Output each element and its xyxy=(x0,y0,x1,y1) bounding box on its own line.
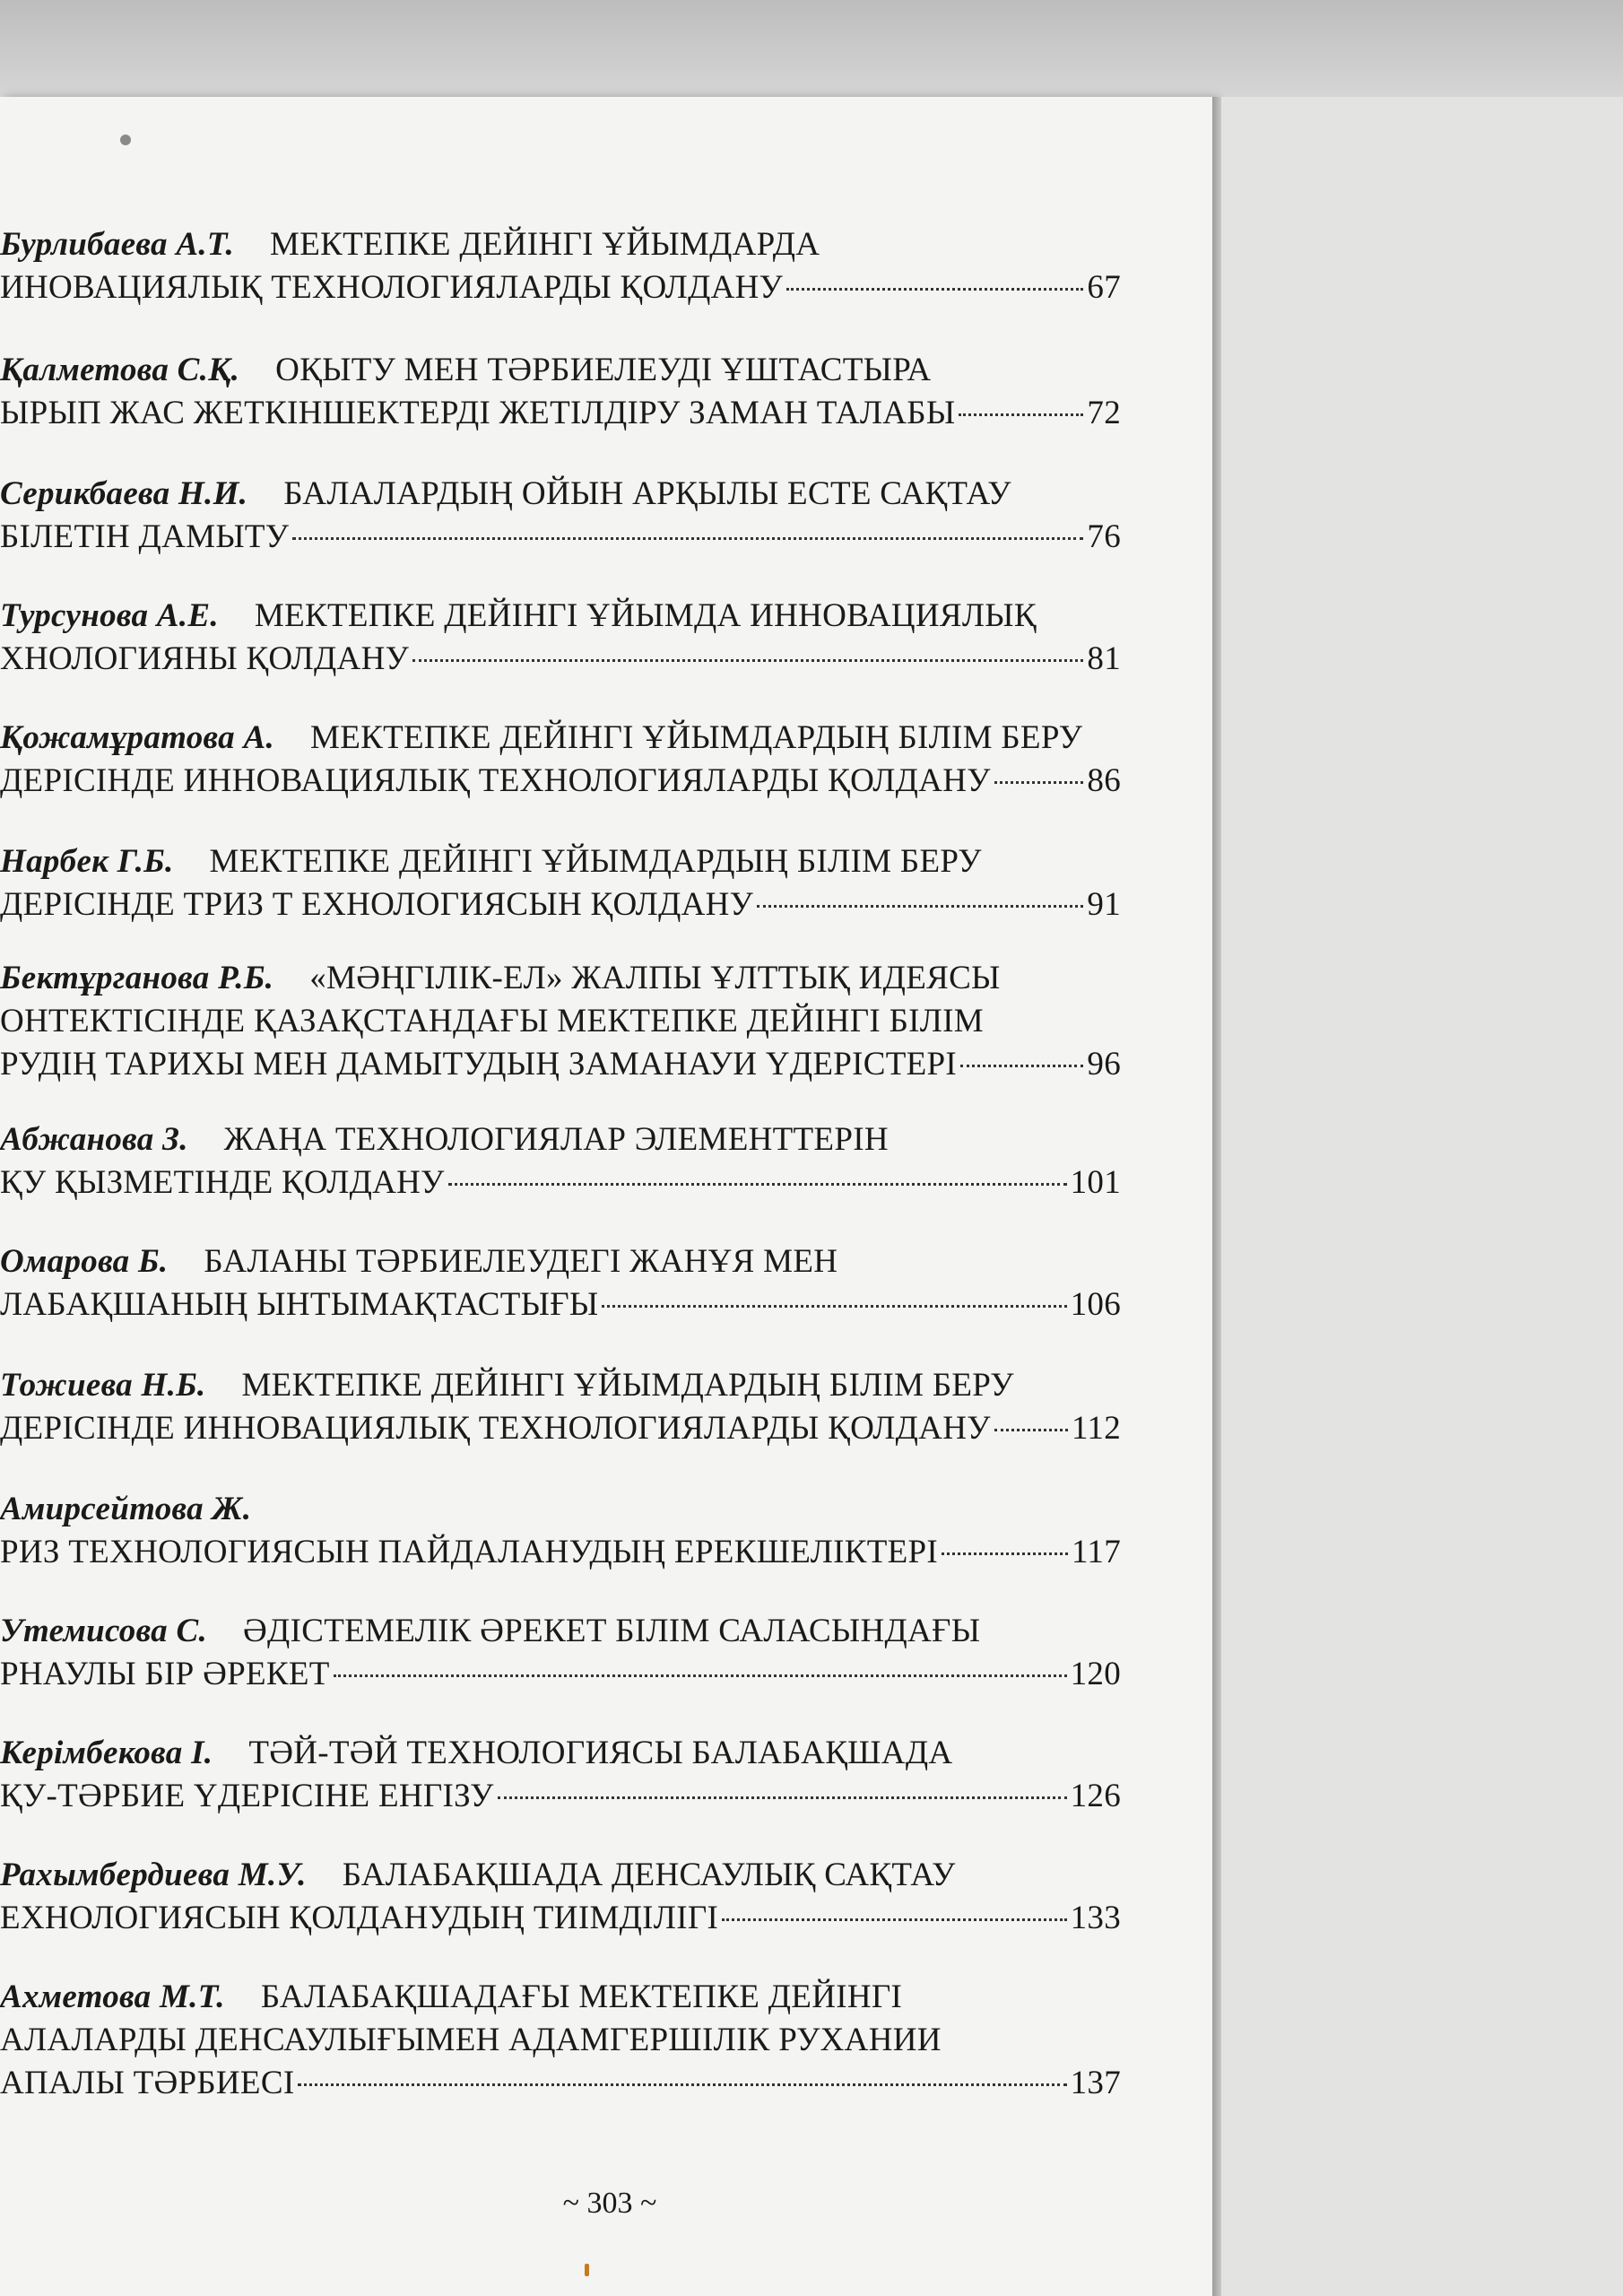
toc-title-first-line: ӘДІСТЕМЕЛІК ӘРЕКЕТ БІЛІМ САЛАСЫНДАҒЫ xyxy=(243,1613,981,1649)
toc-title-leader-line xyxy=(0,1408,1121,1449)
toc-page-number: 86 xyxy=(1087,762,1121,799)
toc-entry-heading-line xyxy=(0,958,1001,999)
toc-author: Утемисова С. xyxy=(0,1613,208,1649)
toc-entry-heading-line xyxy=(0,1119,889,1161)
toc-title-leader-line xyxy=(0,1284,1121,1326)
toc-entry-heading-line xyxy=(0,1611,980,1652)
toc-author: Тожиева Н.Б. xyxy=(0,1367,206,1404)
toc-author: Бектұрганова Р.Б. xyxy=(0,960,274,996)
dot-leader xyxy=(786,288,1083,291)
dot-leader xyxy=(994,781,1084,784)
toc-title-text: РУДІҢ ТАРИХЫ МЕН ДАМЫТУДЫҢ ЗАМАНАУИ ҮДЕРІСТЕРІ xyxy=(0,1046,958,1083)
toc-page-number: 72 xyxy=(1087,395,1121,431)
scanner-top-background xyxy=(0,0,1623,99)
toc-title-leader-line xyxy=(0,393,1121,434)
dot-leader xyxy=(757,905,1083,908)
toc-title-text: ҚУ ҚЫЗМЕТІНДЕ ҚОЛДАНУ xyxy=(0,1164,445,1201)
scan-mark xyxy=(585,2264,589,2276)
toc-title-text: ЫРЫП ЖАС ЖЕТКІНШЕКТЕРДІ ЖЕТІЛДІРУ ЗАМАН ТАЛАБЫ xyxy=(0,395,956,431)
toc-entry-heading-line xyxy=(0,1241,838,1283)
toc-title-line xyxy=(0,2020,942,2061)
toc-author: Керімбекова І. xyxy=(0,1735,213,1771)
toc-title-leader-line xyxy=(0,639,1121,680)
toc-author: Серикбаева Н.И. xyxy=(0,475,248,512)
toc-title-text: ИНОВАЦИЯЛЫҚ ТЕХНОЛОГИЯЛАРДЫ ҚОЛДАНУ xyxy=(0,269,784,306)
toc-title-leader-line xyxy=(0,267,1121,309)
toc-title-leader-line xyxy=(0,517,1121,558)
dot-leader xyxy=(960,1065,1083,1067)
toc-title-first-line: МЕКТЕПКЕ ДЕЙІНГІ ҰЙЫМДАРДЫҢ БІЛІМ БЕРУ xyxy=(310,719,1083,756)
toc-title-text: ДЕРІСІНДЕ ИННОВАЦИЯЛЫҚ ТЕХНОЛОГИЯЛАРДЫ ҚОЛДАНУ xyxy=(0,762,991,799)
toc-title-first-line: МЕКТЕПКЕ ДЕЙІНГІ ҰЙЫМДАРДЫҢ БІЛІМ БЕРУ xyxy=(241,1367,1014,1404)
toc-entry-heading-line xyxy=(0,350,931,391)
toc-title-text: ЛАБАҚШАНЫҢ ЫНТЫМАҚТАСТЫҒЫ xyxy=(0,1286,599,1323)
toc-page-number: 117 xyxy=(1071,1534,1121,1570)
toc-title-leader-line xyxy=(0,1532,1121,1573)
toc-title-leader-line xyxy=(0,1654,1121,1695)
toc-entry-heading-line xyxy=(0,596,1037,637)
toc-page-number: 106 xyxy=(1070,1286,1121,1323)
toc-title-leader-line xyxy=(0,1162,1121,1204)
toc-author: Турсунова А.Е. xyxy=(0,597,219,634)
punch-hole-mark xyxy=(120,135,131,145)
toc-title-first-line: БАЛАЛАРДЫҢ ОЙЫН АРҚЫЛЫ ЕСТЕ САҚТАУ xyxy=(283,475,1011,512)
toc-entry-heading-line xyxy=(0,1977,902,2018)
toc-page-number: 120 xyxy=(1070,1656,1121,1692)
toc-title-text: ОНТЕКТІСІНДЕ ҚАЗАҚСТАНДАҒЫ МЕКТЕПКЕ ДЕЙІНГІ БІЛІМ xyxy=(0,1003,984,1039)
dot-leader xyxy=(448,1183,1067,1186)
dot-leader xyxy=(959,413,1083,416)
dot-leader xyxy=(334,1674,1067,1677)
toc-title-text: ХНОЛОГИЯНЫ ҚОЛДАНУ xyxy=(0,640,410,677)
toc-page-number: 126 xyxy=(1070,1778,1121,1814)
toc-author: Ахметова М.Т. xyxy=(0,1979,225,2015)
toc-author: Омарова Б. xyxy=(0,1243,169,1280)
toc-page-number: 101 xyxy=(1070,1164,1121,1201)
toc-page-number: 96 xyxy=(1087,1046,1121,1083)
page-number-footer: ~ 303 ~ xyxy=(562,2187,657,2220)
toc-title-first-line: ЖАҢА ТЕХНОЛОГИЯЛАР ЭЛЕМЕНТТЕРІН xyxy=(223,1121,889,1158)
toc-title-text: РИЗ ТЕХНОЛОГИЯСЫН ПАЙДАЛАНУДЫҢ ЕРЕКШЕЛІКТЕРІ xyxy=(0,1534,939,1570)
toc-title-text: ҚУ-ТӘРБИЕ ҮДЕРІСІНЕ ЕНГІЗУ xyxy=(0,1778,494,1814)
toc-author: Абжанова З. xyxy=(0,1121,188,1158)
toc-page-number: 137 xyxy=(1070,2065,1121,2101)
scanner-right-background xyxy=(1221,97,1623,2296)
toc-author: Рахымбердиева М.У. xyxy=(0,1857,307,1893)
toc-title-first-line: МЕКТЕПКЕ ДЕЙІНГІ ҰЙЫМДАРДЫҢ БІЛІМ БЕРУ xyxy=(209,843,982,880)
toc-page-number: 67 xyxy=(1087,269,1121,306)
toc-title-text: РНАУЛЫ БІР ӘРЕКЕТ xyxy=(0,1656,330,1692)
toc-title-first-line: БАЛАНЫ ТӘРБИЕЛЕУДЕГІ ЖАНҰЯ МЕН xyxy=(204,1243,838,1280)
toc-author: Бурлибаева А.Т. xyxy=(0,226,235,263)
dot-leader xyxy=(602,1305,1066,1308)
toc-title-text: ДЕРІСІНДЕ ТРИЗ Т ЕХНОЛОГИЯСЫН ҚОЛДАНУ xyxy=(0,886,754,923)
toc-entry-heading-line xyxy=(0,474,1011,515)
dot-leader xyxy=(292,537,1083,540)
toc-title-leader-line xyxy=(0,1898,1121,1939)
toc-page-number: 112 xyxy=(1071,1410,1121,1447)
toc-title-text: АЛАЛАРДЫ ДЕНСАУЛЫҒЫМЕН АДАМГЕРШІЛІК РУХАНИИ xyxy=(0,2022,942,2058)
dot-leader xyxy=(942,1552,1068,1555)
toc-title-first-line: БАЛАБАҚШАДА ДЕНСАУЛЫҚ САҚТАУ xyxy=(342,1857,956,1893)
toc-entry-heading-line xyxy=(0,1733,952,1774)
toc-entry-heading-line xyxy=(0,841,982,883)
toc-page-number: 76 xyxy=(1087,518,1121,555)
toc-entry-heading-line xyxy=(0,1489,287,1530)
toc-title-line xyxy=(0,1001,984,1042)
toc-entry-heading-line xyxy=(0,1365,1014,1406)
page-edge-shadow xyxy=(1212,97,1221,2296)
toc-title-text: АПАЛЫ ТӘРБИЕСІ xyxy=(0,2065,295,2101)
toc-entry-heading-line xyxy=(0,1855,956,1896)
toc-title-first-line: БАЛАБАҚШАДАҒЫ МЕКТЕПКЕ ДЕЙІНГІ xyxy=(260,1979,903,2015)
dot-leader xyxy=(994,1429,1068,1431)
toc-page-number: 133 xyxy=(1070,1900,1121,1936)
toc-title-first-line: МЕКТЕПКЕ ДЕЙІНГІ ҰЙЫМДАРДА xyxy=(270,226,820,263)
toc-entry-heading-line xyxy=(0,718,1082,759)
toc-author: Қожамұратова А. xyxy=(0,719,275,756)
toc-title-first-line: МЕКТЕПКЕ ДЕЙІНГІ ҰЙЫМДА ИННОВАЦИЯЛЫҚ xyxy=(254,597,1037,634)
toc-page-number: 91 xyxy=(1087,886,1121,923)
toc-author: Нарбек Г.Б. xyxy=(0,843,174,880)
toc-title-first-line: ТӘЙ-ТӘЙ ТЕХНОЛОГИЯСЫ БАЛАБАҚШАДА xyxy=(248,1735,953,1771)
toc-entry-heading-line xyxy=(0,224,820,265)
toc-title-text: БІЛЕТІН ДАМЫТУ xyxy=(0,518,290,555)
dot-leader xyxy=(722,1918,1066,1921)
toc-title-leader-line xyxy=(0,1776,1121,1817)
toc-author: Амирсейтова Ж. xyxy=(0,1491,252,1527)
dot-leader xyxy=(298,2083,1066,2086)
toc-title-leader-line xyxy=(0,1044,1121,1085)
toc-title-text: ДЕРІСІНДЕ ИННОВАЦИЯЛЫҚ ТЕХНОЛОГИЯЛАРДЫ ҚОЛДАНУ xyxy=(0,1410,991,1447)
dot-leader xyxy=(498,1796,1067,1799)
toc-title-leader-line xyxy=(0,884,1121,926)
toc-title-text: ЕХНОЛОГИЯСЫН ҚОЛДАНУДЫҢ ТИІМДІЛІГІ xyxy=(0,1900,719,1936)
toc-author: Қалметова С.Қ. xyxy=(0,352,240,388)
toc-title-leader-line xyxy=(0,761,1121,802)
toc-title-leader-line xyxy=(0,2063,1121,2104)
toc-title-first-line: «МӘҢГІЛІК-ЕЛ» ЖАЛПЫ ҰЛТТЫҚ ИДЕЯСЫ xyxy=(309,960,1001,996)
toc-title-first-line: ОҚЫТУ МЕН ТӘРБИЕЛЕУДІ ҰШТАСТЫРА xyxy=(275,352,932,388)
toc-page-number: 81 xyxy=(1087,640,1121,677)
dot-leader xyxy=(412,659,1083,662)
